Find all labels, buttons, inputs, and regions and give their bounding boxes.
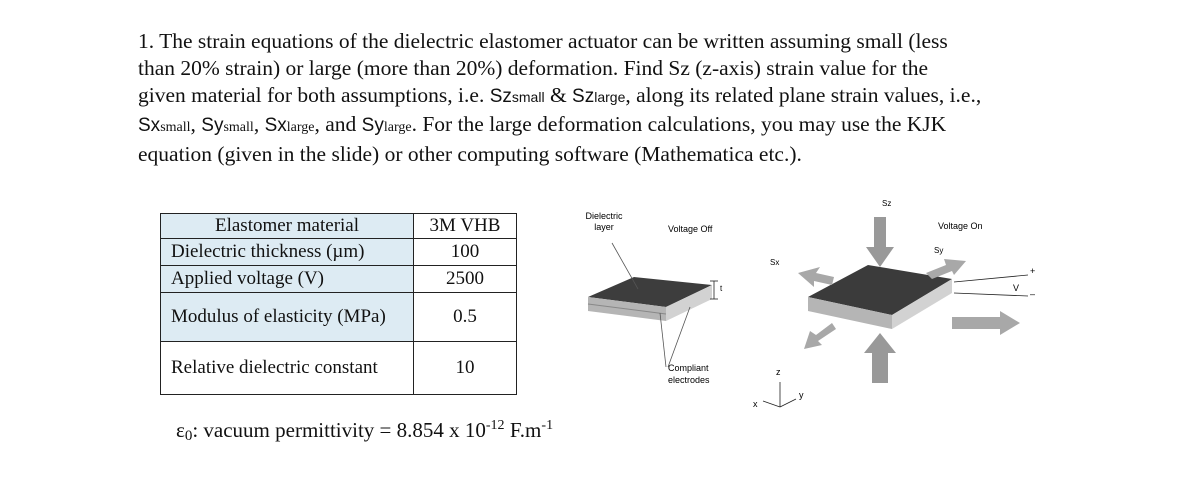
- axis-y-label: y: [799, 390, 804, 400]
- property-label: Applied voltage (V): [161, 266, 414, 293]
- property-label: Dielectric thickness (µm): [161, 239, 414, 266]
- sz-down-arrow: [866, 217, 894, 267]
- sy-arrow-down: [804, 323, 836, 349]
- actuator-off-block: [588, 277, 712, 321]
- actuator-diagram: [570, 195, 1050, 425]
- table-header-value: 3M VHB: [414, 214, 517, 239]
- sx-arrow-left: [798, 267, 834, 287]
- table-row: [161, 293, 517, 342]
- axis-z-label: z: [776, 367, 781, 377]
- compliant-electrodes-label-2: electrodes: [668, 375, 710, 385]
- voltage-label: V: [1013, 283, 1020, 293]
- compliant-electrodes-label: Compliant: [668, 363, 709, 373]
- property-value: 10: [414, 342, 517, 395]
- table-row: [161, 239, 517, 266]
- voltage-on-label: Voltage On: [938, 221, 983, 231]
- sz-up-arrow: [864, 333, 896, 383]
- thickness-label: t: [720, 284, 723, 293]
- dielectric-layer-label-2: layer: [594, 222, 614, 232]
- material-properties-table: [160, 213, 517, 395]
- property-value: 100: [414, 239, 517, 266]
- axis-triad: [763, 382, 796, 407]
- plus-terminal: +: [1030, 266, 1036, 276]
- table-header-label: Elastomer material: [161, 214, 414, 239]
- property-label: Modulus of elasticity (MPa): [161, 293, 414, 342]
- sx-arrow-right: [952, 311, 1020, 335]
- permittivity-footnote: ε0: vacuum permittivity = 8.854 x $10^{-12}$ $F.m^{-1}$: [176, 418, 554, 444]
- property-value: 2500: [414, 266, 517, 293]
- minus-terminal: –: [1030, 289, 1036, 299]
- voltage-off-label: Voltage Off: [668, 224, 713, 234]
- table-header-row: [161, 214, 517, 239]
- property-value: 0.5: [414, 293, 517, 342]
- problem-statement: 1. The strain equations of the dielectric elastomer actuator can be written assuming small (less than 20% strain) or large (more than 20%) deformation. Find Sz (z-axis) strain value for the given material for both assumptions, i.e. Szsmall & Szlarge, along its related plane strain values, i.e., Sxsmall, Sysmall, Sxlarge, and Sylarge. For the large deformation calculations, you may use the KJK equation (given in the slide) or other computing software (Mathematica etc.).: [138, 29, 982, 166]
- sz-label: Sz: [882, 199, 892, 208]
- sx-label: Sx: [770, 258, 780, 267]
- table-row: [161, 342, 517, 395]
- dielectric-layer-label: Dielectric: [585, 211, 623, 221]
- property-label: Relative dielectric constant: [161, 342, 414, 395]
- sy-arrow-up: [926, 259, 966, 279]
- axis-x-label: x: [753, 399, 758, 409]
- table-row: [161, 266, 517, 293]
- sy-label: Sy: [934, 246, 944, 255]
